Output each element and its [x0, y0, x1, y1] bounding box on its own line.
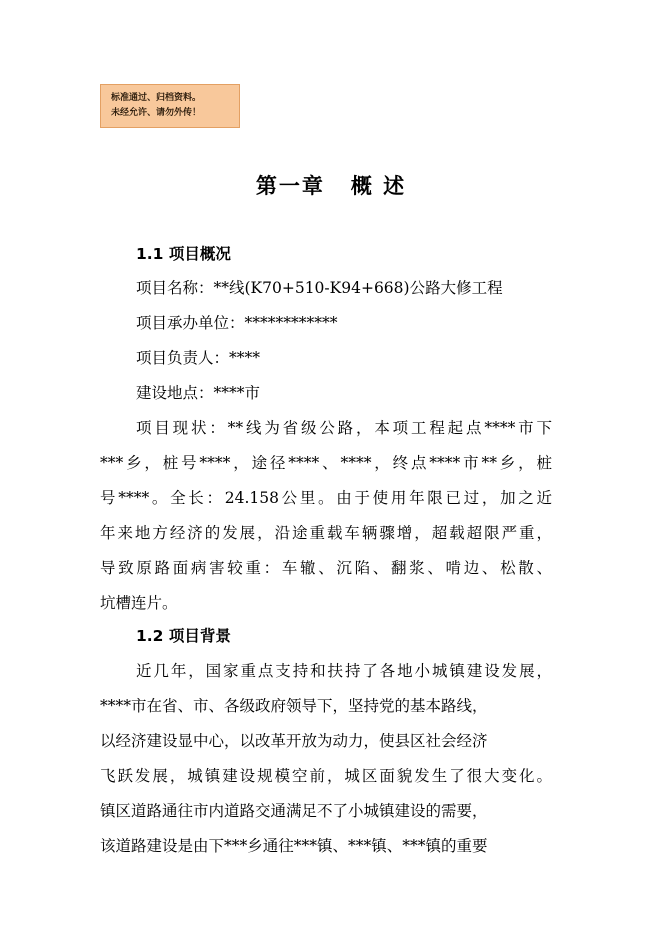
- status-line: 导致原路面病害较重：车辙、沉陷、翻浆、啃边、松散、: [100, 559, 552, 577]
- section-heading-1-1: 1.1 项目概况: [136, 245, 231, 263]
- chapter-name: 概 述: [350, 174, 407, 198]
- background-line: ****市在省、市、各级政府领导下，坚持党的基本路线，: [100, 697, 488, 715]
- watermark-stamp: [100, 84, 240, 128]
- status-line: 年来地方经济的发展，沿途重载车辆骤增，超载超限严重，: [100, 524, 552, 542]
- section-heading-1-2: 1.2 项目背景: [136, 627, 231, 645]
- status-line: 坑槽连片。: [100, 594, 178, 612]
- construction-site-line: 建设地点：****市: [136, 384, 261, 402]
- chapter-title: [0, 170, 662, 200]
- status-line: ***乡，桩号****，途径****、****，终点****市**乡，桩: [100, 454, 552, 472]
- background-line: 以经济建设显中心，以改革开放为动力，使县区社会经济: [100, 732, 488, 750]
- chapter-number: 第一章: [255, 174, 325, 198]
- project-name-line: 项目名称：**线(K70+510-K94+668)公路大修工程: [136, 279, 503, 297]
- background-line: 该道路建设是由下***乡通往***镇、***镇、***镇的重要: [100, 837, 488, 855]
- project-manager-line: 项目负责人：****: [136, 349, 261, 367]
- background-line: 镇区道路通往市内道路交通满足不了小城镇建设的需要，: [100, 802, 488, 820]
- background-line: 飞跃发展，城镇建设规模空前，城区面貌发生了很大变化。: [100, 767, 552, 785]
- stamp-line-2: 未经允许、请勿外传！: [111, 108, 202, 118]
- status-line: 项目现状：**线为省级公路，本项工程起点****市下: [136, 419, 552, 437]
- background-line: 近几年，国家重点支持和扶持了各地小城镇建设发展，: [136, 662, 552, 680]
- project-undertaker-line: 项目承办单位：************: [136, 314, 338, 332]
- status-line: 号****。全长：24.158公里。由于使用年限已过，加之近: [100, 489, 552, 507]
- stamp-line-1: 标准通过、归档资料。: [111, 93, 202, 103]
